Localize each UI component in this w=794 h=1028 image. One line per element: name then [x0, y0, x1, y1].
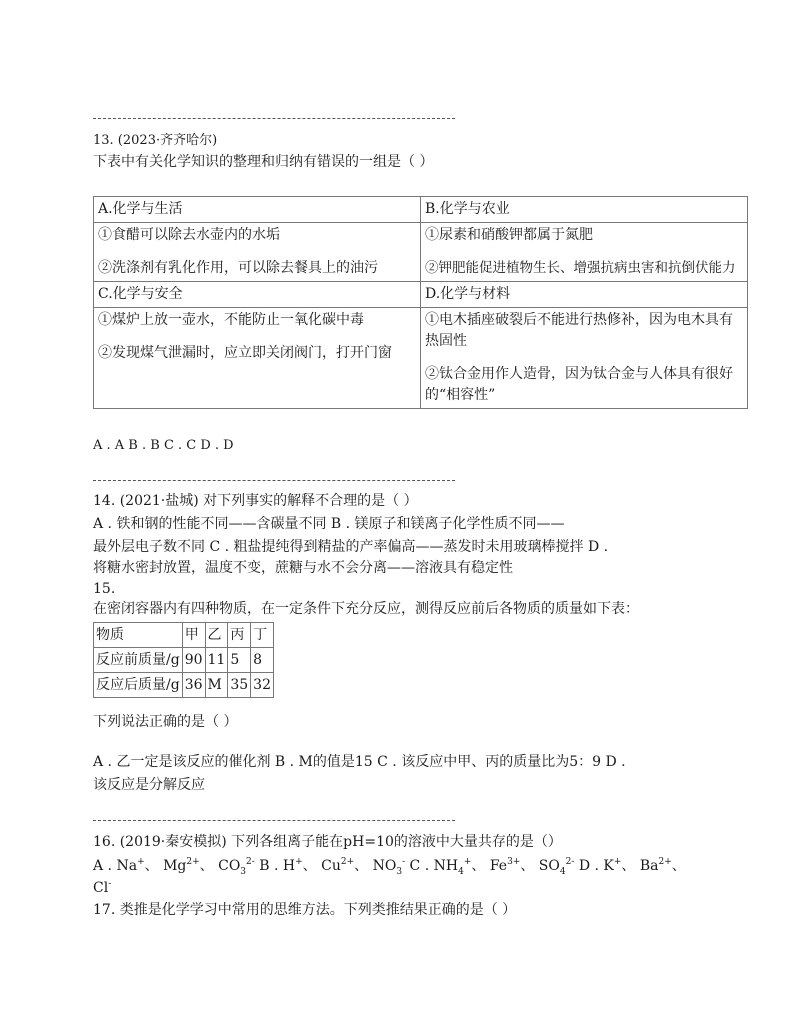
- ion-charge: -: [108, 879, 112, 889]
- q13-cell-c-content: [94, 308, 421, 409]
- ion-text: Cl: [93, 880, 109, 896]
- table-cell: 11: [205, 648, 228, 673]
- ion-text: 、 NO: [354, 858, 397, 874]
- q14-options-line-3: 将糖水密封放置，温度不变，蔗糖与水不会分离——溶液具有稳定性: [93, 560, 513, 576]
- ion-charge: -: [402, 857, 406, 867]
- q16-option-a-label: A .: [93, 858, 117, 874]
- ion-charge: 2-: [565, 857, 575, 867]
- q13-cell-d-title: D.化学与材料: [421, 282, 748, 308]
- q13-cell-c-title: C.化学与安全: [94, 282, 421, 308]
- ion-subscript: 3: [396, 866, 403, 877]
- q15-stem: 在密闭容器内有四种物质，在一定条件下充分反应，测得反应前后各物质的质量如下表：: [93, 601, 639, 617]
- q13-stem: 下表中有关化学知识的整理和归纳有错误的一组是（ ）: [93, 154, 434, 170]
- question-divider: [93, 118, 455, 119]
- ion-text: Na: [116, 858, 138, 874]
- q13-d-item-2: ②钛合金用作人造骨，因为钛合金与人体具有很好的“相容性”: [425, 366, 733, 403]
- table-cell: 36: [182, 673, 205, 698]
- ion-text: 、 CO: [199, 858, 241, 874]
- q13-b-item-1: ①尿素和硝酸钾都属于氮肥: [425, 227, 593, 243]
- q17-stem: 17. 类推是化学学习中常用的思维方法。下列类推结果正确的是（ ）: [93, 902, 517, 918]
- q15-mass-table: [93, 622, 274, 698]
- q16-options-line-2: [93, 878, 111, 898]
- q13-cell-a-content: [94, 223, 421, 282]
- table-row: [94, 648, 274, 673]
- q15-question: 下列说法正确的是（ ）: [93, 714, 238, 730]
- table-row: [94, 673, 274, 698]
- ion-charge: +: [137, 857, 145, 867]
- ion-text: 、 SO: [520, 858, 560, 874]
- q15-options-line-1: A . 乙一定是该反应的催化剂 B . M的值是15 C . 该反应中甲、丙的质量比为5：9 D .: [93, 754, 626, 770]
- question-divider: [93, 480, 455, 481]
- table-cell: 90: [182, 648, 205, 673]
- ion-charge: +: [295, 857, 303, 867]
- table-row: [94, 623, 274, 648]
- q13-cell-b-content: [421, 223, 748, 282]
- ion-subscript: 4: [458, 866, 464, 877]
- ion-charge: 2+: [340, 857, 355, 867]
- ion-charge: 2+: [658, 857, 672, 867]
- ion-charge: 3+: [507, 857, 521, 867]
- q16-stem: 16. (2019·秦安模拟) 下列各组离子能在pH=10的溶液中大量共存的是（）: [93, 834, 562, 850]
- q16-options-line-1: [93, 856, 686, 882]
- ion-subscript: 3: [240, 866, 247, 877]
- q15-options-line-2: 该反应是分解反应: [93, 777, 205, 793]
- table-header-cell: 丙: [228, 623, 251, 648]
- q13-source: 13. (2023·齐齐哈尔): [93, 133, 218, 148]
- table-cell: 32: [251, 673, 274, 698]
- ion-subscript: 4: [559, 866, 566, 877]
- ion-text: 、 Mg: [144, 858, 187, 874]
- q14-options-line-2: 最外层电子数不同 C . 粗盐提纯得到精盐的产率偏高——蒸发时未用玻璃棒搅拌 D .: [93, 539, 609, 555]
- table-cell: 反应后质量/g: [94, 673, 183, 698]
- table-cell: M: [205, 673, 228, 698]
- q13-a-item-1: ①食醋可以除去水壶内的水垢: [98, 227, 280, 243]
- q14-options-line-1: A . 铁和钢的性能不同——含碳量不同 B . 镁原子和镁离子化学性质不同——: [93, 516, 565, 532]
- table-header-cell: 甲: [182, 623, 205, 648]
- q13-cell-d-content: [421, 308, 748, 409]
- q13-c-item-1: ①煤炉上放一壶水，不能防止一氧化碳中毒: [98, 312, 364, 328]
- q13-cell-a-title: A.化学与生活: [94, 197, 421, 223]
- table-cell: 8: [251, 648, 274, 673]
- q14-stem: 14. (2021·盐城) 对下列事实的解释不合理的是（ ）: [93, 493, 418, 509]
- table-cell: 反应前质量/g: [94, 648, 183, 673]
- ion-text: 、 Cu: [302, 858, 341, 874]
- ion-text: 、: [671, 858, 686, 874]
- question-divider: [93, 820, 455, 821]
- q13-options: A . A B . B C . C D . D: [93, 438, 234, 453]
- q13-c-item-2: ②发现煤气泄漏时，应立即关闭阀门，打开门窗: [98, 345, 392, 361]
- table-header-cell: 乙: [205, 623, 228, 648]
- ion-charge: +: [463, 857, 472, 867]
- ion-text: 、 Ba: [621, 858, 659, 874]
- ion-charge: +: [613, 857, 622, 867]
- table-cell: 35: [228, 673, 251, 698]
- q13-cell-b-title: B.化学与农业: [421, 197, 748, 223]
- q13-d-item-1: ①电木插座破裂后不能进行热修补，因为电木具有热固性: [425, 312, 733, 349]
- q13-a-item-2: ②洗涤剂有乳化作用，可以除去餐具上的油污: [98, 260, 378, 276]
- ion-text: 、 Fe: [471, 858, 508, 874]
- q13-b-item-2: ②钾肥能促进植物生长、增强抗病虫害和抗倒伏能力: [425, 260, 736, 276]
- table-header-cell: 丁: [251, 623, 274, 648]
- table-header-cell: 物质: [94, 623, 183, 648]
- q13-knowledge-table: [93, 196, 748, 409]
- q16-option-b-label: B . H: [254, 858, 296, 874]
- q16-option-d-label: D . K: [574, 858, 614, 874]
- q16-option-c-label: C . NH: [405, 858, 459, 874]
- table-cell: 5: [228, 648, 251, 673]
- q15-number: 15.: [93, 581, 116, 597]
- ion-charge: 2-: [246, 857, 255, 867]
- ion-charge: 2+: [186, 857, 200, 867]
